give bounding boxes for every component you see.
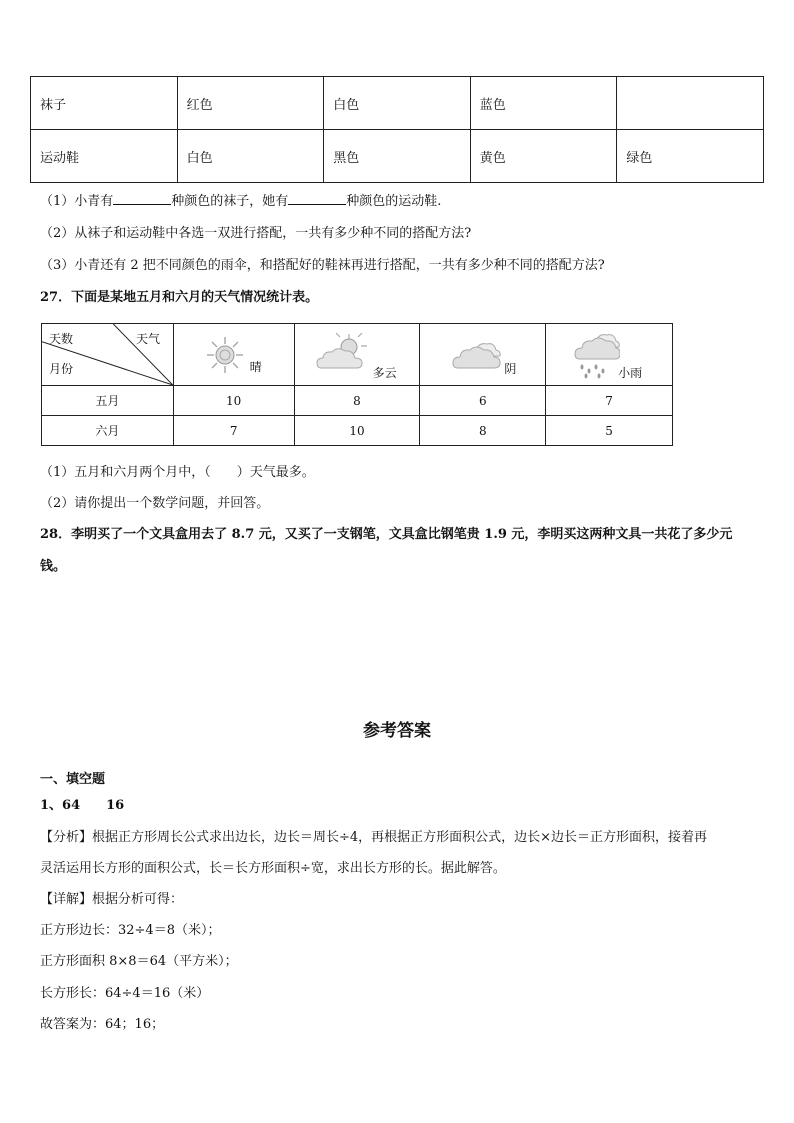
q26-sub1-text-c: 种颜色的运动鞋. [346,194,442,209]
table-cell: 黑色 [324,130,471,183]
final-answer: 故答案为：64；16； [40,1017,165,1032]
header-weather: 天气 [136,332,161,346]
q27-sub1: （1）五月和六月两个月中，（ ）天气最多。 [40,465,315,480]
value-cell: 8 [294,386,420,416]
table-cell: 白色 [177,130,324,183]
table-header-row [42,324,673,386]
q26-sub1-text-a: （1）小青有 [40,194,114,209]
weather-header-overcast [420,324,546,386]
answer-1: 1、64 16 [40,798,125,813]
weather-label: 多云 [372,366,397,380]
table-cell: 黄色 [470,130,617,183]
analysis-line2: 灵活运用长方形的面积公式，长＝长方形面积÷宽，求出长方形的长。据此解答。 [40,861,506,876]
value-cell: 10 [294,416,420,446]
weather-header-light-rain [546,324,673,386]
q26-sub2: （2）从袜子和运动鞋中各选一双进行搭配，一共有多少种不同的搭配方法? [40,226,472,241]
analysis-line1: 【分析】根据正方形周长公式求出边长，边长＝周长÷4，再根据正方形面积公式，边长×边长＝正方形面积，接着再 [40,830,708,845]
diagonal-header-cell [42,324,174,386]
value-cell: 10 [173,386,294,416]
header-days: 天数 [49,332,74,346]
q28-line1: 28．李明买了一个文具盒用去了 8.7 元，又买了一支钢笔，文具盒比钢笔贵 1.9 元，李明买这两种文具一共花了多少元 [40,527,733,542]
table-row [31,77,764,130]
detail-heading: 【详解】根据分析可得： [40,892,184,907]
color-table [30,76,764,183]
weather-label: 阴 [504,362,517,376]
section-heading: 一、填空题 [40,772,106,787]
value-cell: 7 [546,386,673,416]
table-cell: 绿色 [617,130,764,183]
table-row [42,416,673,446]
weather-label: 晴 [249,360,262,374]
cloudy-icon [315,332,371,376]
table-cell: 蓝色 [470,77,617,130]
q27-stem: 27．下面是某地五月和六月的天气情况统计表。 [40,290,319,305]
value-cell: 7 [173,416,294,446]
table-cell [617,77,764,130]
answers-title: 参考答案 [363,721,431,741]
table-row [31,130,764,183]
overcast-icon [452,336,502,372]
table-cell: 运动鞋 [31,130,178,183]
q28-line2: 钱。 [40,559,67,574]
table-cell: 红色 [177,77,324,130]
sun-icon [206,336,244,374]
q26-sub1-text-b: 种颜色的袜子，她有 [171,194,289,209]
solution-step: 正方形边长：32÷4＝8（米）； [40,923,221,938]
weather-table [41,323,673,446]
weather-header-sunny [173,324,294,386]
month-cell: 六月 [42,416,174,446]
solution-step: 正方形面积 8×8＝64（平方米）； [40,954,238,969]
q26-sub3: （3）小青还有 2 把不同颜色的雨伞，和搭配好的鞋袜再进行搭配，一共有多少种不同的搭配方法? [40,258,605,273]
table-row [42,386,673,416]
value-cell: 6 [420,386,546,416]
light-rain-icon [574,329,620,379]
value-cell: 5 [546,416,673,446]
header-month: 月份 [49,362,74,376]
weather-header-cloudy [294,324,420,386]
answer-blank[interactable] [288,193,346,205]
value-cell: 8 [420,416,546,446]
month-cell: 五月 [42,386,174,416]
table-cell: 白色 [324,77,471,130]
table-cell: 袜子 [31,77,178,130]
q27-sub2: （2）请你提出一个数学问题，并回答。 [40,496,270,511]
solution-step: 长方形长：64÷4＝16（米） [40,986,210,1001]
answer-blank[interactable] [113,193,171,205]
weather-label: 小雨 [618,366,643,380]
q26-sub1 [40,190,441,209]
